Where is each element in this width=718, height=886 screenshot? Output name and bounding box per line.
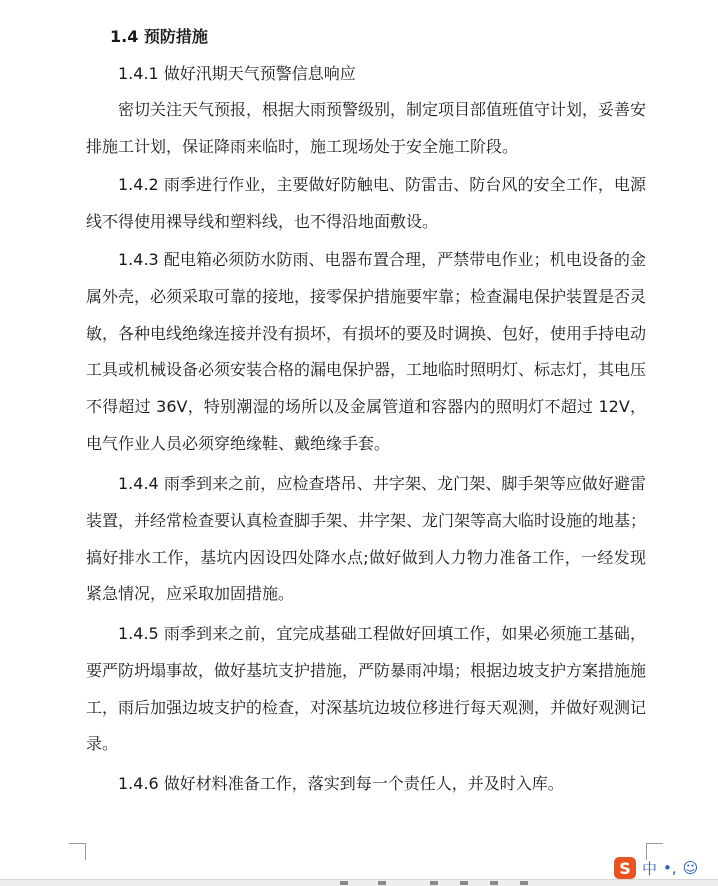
subsection-heading: 1.4.1 做好汛期天气预警信息响应 bbox=[118, 64, 356, 83]
smiley-icon[interactable]: ☺ bbox=[682, 859, 699, 877]
sogou-logo-icon[interactable]: S bbox=[614, 857, 636, 879]
ime-toolbar[interactable] bbox=[614, 854, 718, 882]
status-icon[interactable] bbox=[430, 881, 438, 885]
section-heading: 1.4 预防措施 bbox=[110, 27, 208, 46]
status-icon[interactable] bbox=[340, 881, 348, 885]
status-icon[interactable] bbox=[460, 881, 468, 885]
paragraph-5: 1.4.5 雨季到来之前，宜完成基础工程做好回填工作，如果必须施工基础，要严防坍塌事故，做好基坑支护措施，严防暴雨冲塌；根据边坡支护方案措施施工，雨后加强边坡支护的检查，对深基坑边坡位移进行每天观测，并做好观测记录。 bbox=[86, 624, 647, 754]
paragraph-4: 1.4.4 雨季到来之前，应检查塔吊、井字架、龙门架、脚手架等应做好避雷装置，并经常检查要认真检查脚手架、井字架、龙门架等高大临时设施的地基；搞好排水工作，基坑内因设四处降水点;做好做到人力物力准备工作，一经发现紧急情况，应采取加固措施。 bbox=[86, 474, 647, 604]
paragraph-6: 1.4.6 做好材料准备工作，落实到每一个责任人，并及时入库。 bbox=[118, 774, 564, 793]
paragraph-3: 1.4.3 配电箱必须防水防雨、电器布置合理，严禁带电作业；机电设备的金属外壳，必须采取可靠的接地，接零保护措施要牢靠；检查漏电保护装置是否灵敏，各种电线绝缘连接并没有损坏，有损坏的要及时调换、包好，使用手持电动工具或机械设备必须安装合格的漏电保护器，工地临时照明灯、标志灯，其电压不得超过 36V，特别潮湿的场所以及金属管道和容器内的照明灯不超过 12V，电气作业人员必须穿绝缘鞋、戴绝缘手套。 bbox=[86, 250, 647, 453]
paragraph-1: 密切关注天气预报，根据大雨预警级别，制定项目部值班值守计划，妥善安排施工计划，保证降雨来临时，施工现场处于安全施工阶段。 bbox=[86, 100, 647, 156]
paragraph-2: 1.4.2 雨季进行作业，主要做好防触电、防雷击、防台风的安全工作，电源线不得使用裸导线和塑料线，也不得沿地面敷设。 bbox=[86, 175, 646, 231]
page-corner-mark-left bbox=[69, 843, 86, 860]
status-icon[interactable] bbox=[520, 881, 528, 885]
status-icon[interactable] bbox=[378, 881, 386, 885]
status-icon[interactable] bbox=[490, 881, 498, 885]
ime-mode-toggle[interactable]: 中 bbox=[642, 859, 658, 878]
ime-punctuation-toggle[interactable]: •, bbox=[663, 859, 677, 877]
